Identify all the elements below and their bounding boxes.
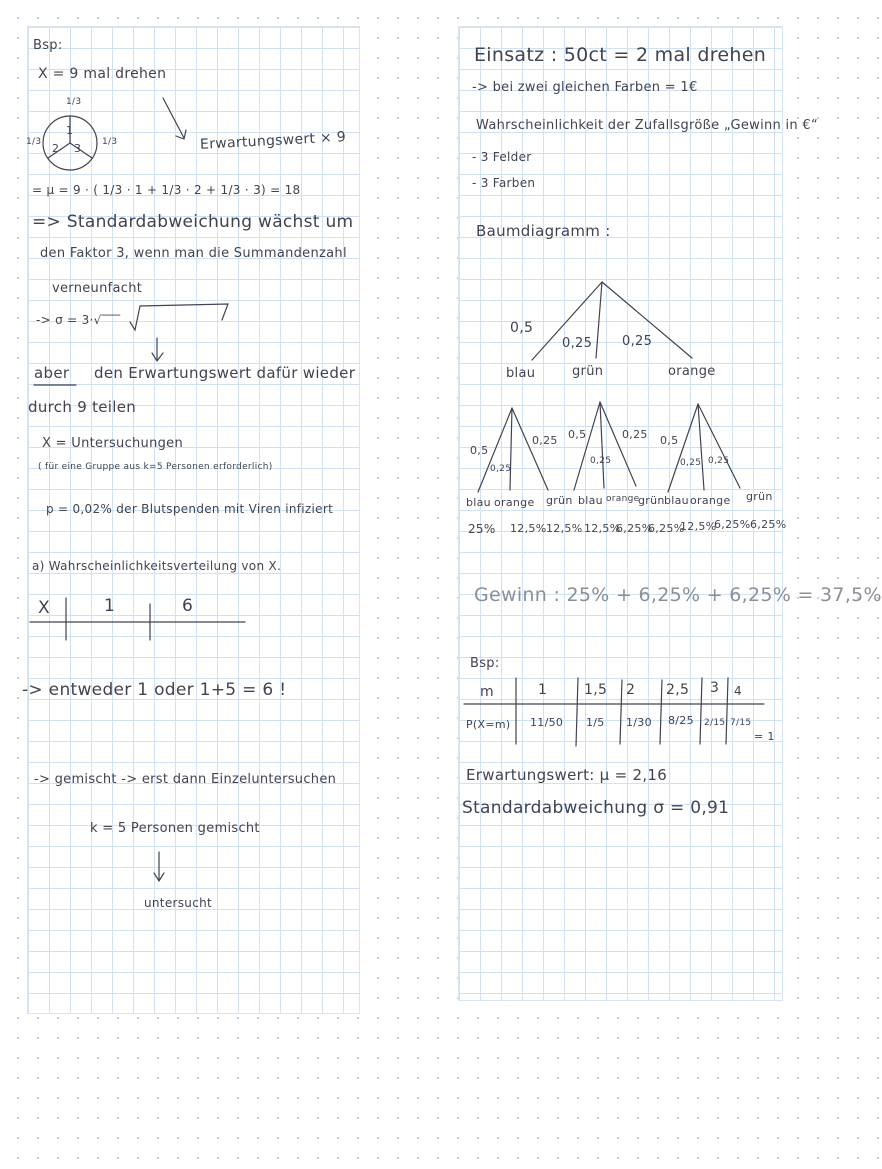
gemischt-line: -> gemischt -> erst dann Einzeluntersuchen bbox=[34, 772, 337, 787]
dist-value-1: 1 bbox=[104, 596, 116, 616]
erwartungswert-line: Erwartungswert: μ = 2,16 bbox=[466, 766, 668, 784]
second-label-1: blau bbox=[466, 496, 491, 509]
dist-header-x: X bbox=[38, 598, 50, 618]
second-label-3: grün bbox=[546, 494, 573, 507]
einsatz-line: Einsatz : 50ct = 2 mal drehen bbox=[474, 44, 767, 66]
table-m-3: 2 bbox=[626, 682, 636, 698]
gruppe-note: ( für eine Gruppe aus k=5 Personen erforderlich) bbox=[38, 462, 273, 472]
k-line: k = 5 Personen gemischt bbox=[90, 821, 260, 836]
table-p-sum: = 1 bbox=[754, 730, 775, 743]
wheel-sector-1: 1 bbox=[66, 124, 74, 137]
table-p-3: 1/30 bbox=[626, 716, 652, 729]
mid-branch-prob-2: 0,25 bbox=[590, 456, 612, 466]
felder-line: - 3 Felder bbox=[472, 150, 532, 164]
table-m-label: m bbox=[480, 684, 494, 700]
x-untersuchungen: X = Untersuchungen bbox=[42, 436, 184, 451]
table-m-4: 2,5 bbox=[666, 682, 690, 698]
sigma-line: -> σ = 3·√‾‾‾ bbox=[36, 313, 121, 327]
aber-word: aber bbox=[34, 364, 70, 382]
table-m-6: 4 bbox=[734, 684, 742, 698]
wheel-left-prob: 1/3 bbox=[26, 137, 42, 147]
table-p-4: 8/25 bbox=[668, 714, 694, 727]
tree-label-gruen: grün bbox=[572, 364, 604, 379]
p-line: p = 0,02% der Blutspenden mit Viren infiziert bbox=[46, 502, 334, 516]
table-p-label: P(X=m) bbox=[466, 718, 511, 731]
result-2: 12,5% bbox=[510, 522, 547, 535]
result-4: 12,5% bbox=[584, 522, 621, 535]
wheel-right-prob: 1/3 bbox=[102, 137, 118, 147]
x-definition: X = 9 mal drehen bbox=[38, 66, 167, 82]
mid-branch-prob-1: 0,5 bbox=[568, 428, 587, 441]
mid-branch-prob-3: 0,25 bbox=[622, 428, 648, 441]
result-7: 12,5% bbox=[680, 520, 717, 533]
mu-formula: = μ = 9 · ( 1/3 · 1 + 1/3 · 2 + 1/3 · 3) = 18 bbox=[32, 183, 301, 197]
a-line: a) Wahrscheinlichkeitsverteilung von X. bbox=[32, 559, 282, 573]
baumdiagramm-label: Baumdiagramm : bbox=[476, 222, 611, 240]
result-9: 6,25% bbox=[750, 518, 787, 531]
erwartungswert-note: Erwartungswert × 9 bbox=[199, 129, 347, 153]
tree-label-orange: orange bbox=[668, 364, 716, 379]
bsp-label: Bsp: bbox=[33, 38, 63, 53]
table-p-2: 1/5 bbox=[586, 716, 605, 729]
wheel-top-prob: 1/3 bbox=[66, 97, 82, 107]
second-label-5: orange bbox=[606, 494, 640, 504]
wheel-sector-3: 3 bbox=[74, 142, 82, 155]
right-branch-prob-1: 0,5 bbox=[660, 434, 679, 447]
result-1: 25% bbox=[468, 522, 496, 536]
std-line-1: => Standardabweichung wächst um bbox=[32, 212, 354, 232]
result-3: 12,5% bbox=[546, 522, 583, 535]
result-5: 6,25% bbox=[616, 522, 653, 535]
result-8: 6,25% bbox=[714, 518, 751, 531]
std-line-3: verneunfacht bbox=[52, 281, 143, 296]
right-branch-prob-3: 0,25 bbox=[708, 456, 730, 466]
wheel-sector-2: 2 bbox=[52, 142, 60, 155]
second-label-9: grün bbox=[746, 490, 773, 503]
second-label-4: blau bbox=[578, 494, 603, 507]
bsp-label-right: Bsp: bbox=[470, 656, 500, 671]
standardabweichung-line: Standardabweichung σ = 0,91 bbox=[462, 798, 730, 818]
table-m-1: 1 bbox=[538, 682, 548, 698]
table-m-2: 1,5 bbox=[584, 682, 608, 698]
second-label-6: grün bbox=[638, 494, 665, 507]
table-p-6: 7/15 bbox=[730, 718, 752, 728]
probability-table bbox=[464, 678, 775, 750]
dist-value-2: 6 bbox=[182, 596, 194, 616]
untersucht-label: untersucht bbox=[144, 896, 212, 910]
tree-label-blau: blau bbox=[506, 366, 536, 381]
table-m-5: 3 bbox=[710, 680, 720, 696]
farben-gewinn-line: -> bei zwei gleichen Farben = 1€ bbox=[472, 80, 698, 95]
farben-line: - 3 Farben bbox=[472, 176, 536, 190]
entweder-line: -> entweder 1 oder 1+5 = 6 ! bbox=[22, 680, 287, 700]
second-label-8: orange bbox=[690, 494, 731, 507]
aber-line-1: den Erwartungswert dafür wieder bbox=[94, 364, 356, 382]
tree-prob-blau: 0,5 bbox=[510, 320, 534, 336]
result-6: 6,25% bbox=[648, 522, 685, 535]
table-p-5: 2/15 bbox=[704, 718, 726, 728]
left-branch-prob-1: 0,5 bbox=[470, 444, 489, 457]
table-p-1: 11/50 bbox=[530, 716, 564, 729]
right-branch-prob-2: 0,25 bbox=[680, 458, 702, 468]
std-line-2: den Faktor 3, wenn man die Summandenzahl bbox=[40, 246, 347, 261]
tree-prob-gruen: 0,25 bbox=[562, 336, 593, 351]
tree-prob-orange: 0,25 bbox=[622, 334, 653, 349]
left-branch-prob-3: 0,25 bbox=[532, 434, 558, 447]
second-label-7: blau bbox=[664, 494, 689, 507]
left-branch-prob-2: 0,25 bbox=[490, 464, 512, 474]
aber-line-2: durch 9 teilen bbox=[28, 398, 137, 416]
wahrscheinlichkeit-line: Wahrscheinlichkeit der Zufallsgröße „Gewinn in €“ bbox=[476, 118, 818, 133]
second-label-2: orange bbox=[494, 496, 535, 509]
gewinn-line: Gewinn : 25% + 6,25% + 6,25% = 37,5% bbox=[474, 584, 882, 606]
